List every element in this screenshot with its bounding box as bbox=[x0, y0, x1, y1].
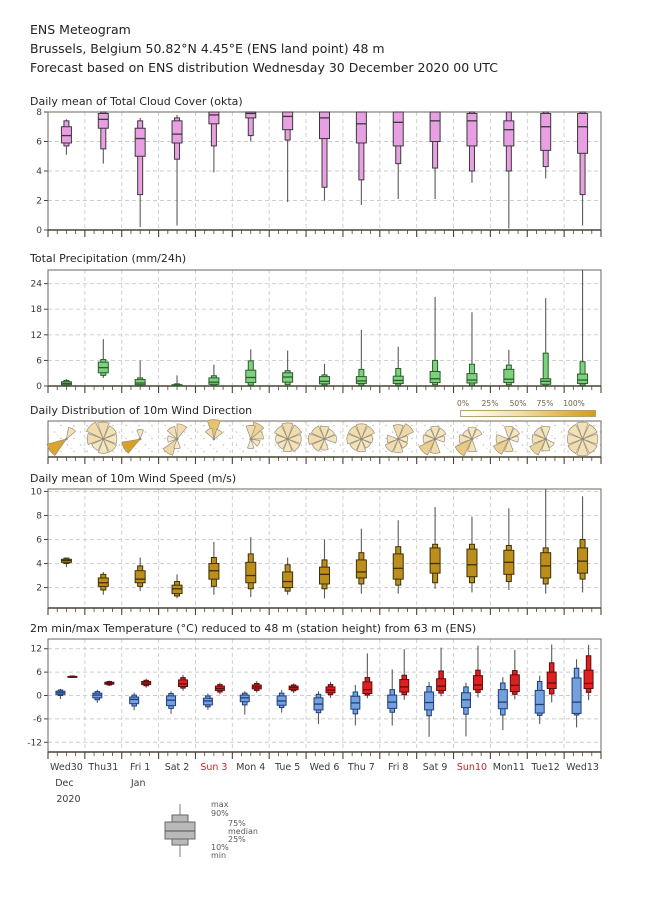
x-day-label: Mon 4 bbox=[236, 762, 266, 773]
precip-ytick-label: 6 bbox=[36, 356, 42, 367]
cloud-ytick-label: 2 bbox=[36, 196, 42, 207]
winddir-panel bbox=[47, 420, 601, 464]
windrose-legend-tick-100: 100% bbox=[563, 399, 585, 408]
boxlegend-max: max bbox=[211, 800, 229, 809]
x-day-label: Wed13 bbox=[566, 762, 599, 773]
x-day-label: Thu31 bbox=[88, 762, 119, 773]
temperature-ytick-label: 12 bbox=[30, 644, 42, 655]
page-location: Brussels, Belgium 50.82°N 4.45°E (ENS land point) 48 m bbox=[30, 41, 385, 56]
windrose-day-14 bbox=[567, 422, 597, 456]
x-day-label: Wed 6 bbox=[309, 762, 340, 773]
boxlegend-median: median bbox=[228, 827, 258, 836]
boxplot-legend-glyph bbox=[165, 804, 195, 857]
boxlegend-75: 75% bbox=[228, 819, 246, 828]
x-day-label: Tue12 bbox=[531, 762, 560, 773]
panel-title-precipitation: Total Precipitation (mm/24h) bbox=[30, 252, 187, 265]
cloud-ytick-label: 0 bbox=[36, 226, 42, 236]
temperature-ytick-label: 6 bbox=[36, 668, 42, 679]
temperature-panel bbox=[27, 639, 601, 759]
boxlegend-10: 10% bbox=[211, 843, 229, 852]
boxlegend-min: min bbox=[211, 851, 227, 860]
boxlegend-25: 25% bbox=[228, 835, 246, 844]
x-day-label: Thu 7 bbox=[347, 762, 375, 773]
x-day-label: Tue 5 bbox=[274, 762, 301, 773]
windrose-legend-tick-25: 25% bbox=[481, 399, 499, 408]
page-basetime: Forecast based on ENS distribution Wednesday 30 December 2020 00 UTC bbox=[30, 60, 498, 75]
cloud-panel bbox=[36, 108, 601, 237]
cloud-ytick-label: 8 bbox=[36, 108, 42, 118]
panel-title-cloud-cover: Daily mean of Total Cloud Cover (okta) bbox=[30, 95, 243, 108]
windspeed-ytick-label: 4 bbox=[36, 559, 42, 570]
x-day-label: Fri 8 bbox=[388, 762, 409, 773]
cloud-ytick-label: 4 bbox=[36, 167, 42, 177]
cloud-ytick-label: 6 bbox=[36, 137, 42, 148]
x-day-label: Sun 3 bbox=[200, 762, 228, 773]
windspeed-ytick-label: 6 bbox=[36, 535, 42, 546]
temperature-ytick-label: -12 bbox=[27, 738, 42, 749]
x-month-label: Dec bbox=[55, 778, 74, 789]
windrose-legend-tick-0: 0% bbox=[457, 399, 469, 408]
windspeed-panel bbox=[31, 487, 601, 615]
boxlegend-90: 90% bbox=[211, 809, 229, 818]
precip-ytick-label: 18 bbox=[30, 305, 42, 316]
windrose-legend-tick-75: 75% bbox=[536, 399, 554, 408]
x-day-label: Sat 2 bbox=[164, 762, 190, 773]
panel-title-temperature: 2m min/max Temperature (°C) reduced to 48 m (station height) from 63 m (ENS) bbox=[30, 622, 477, 635]
x-day-label: Wed30 bbox=[50, 762, 83, 773]
temperature-ytick-label: 0 bbox=[36, 691, 42, 702]
windspeed-ytick-label: 2 bbox=[36, 583, 42, 594]
x-day-label: Fri 1 bbox=[129, 762, 151, 773]
temperature-max-box-day-0 bbox=[68, 676, 77, 678]
precip-panel bbox=[31, 270, 601, 393]
precip-ytick-label: 0 bbox=[36, 382, 42, 392]
windrose-legend-tick-50: 50% bbox=[509, 399, 527, 408]
panel-title-wind-speed: Daily mean of 10m Wind Speed (m/s) bbox=[30, 472, 237, 485]
temperature-ytick-label: -6 bbox=[33, 714, 42, 725]
x-day-label: Sun10 bbox=[456, 762, 488, 773]
windspeed-ytick-label: 8 bbox=[36, 511, 42, 522]
page-title: ENS Meteogram bbox=[30, 22, 131, 37]
x-day-label: Mon11 bbox=[492, 762, 525, 773]
windspeed-ytick-label: 10 bbox=[30, 487, 42, 498]
x-year-label: 2020 bbox=[56, 794, 81, 805]
precip-ytick-label: 12 bbox=[30, 330, 42, 341]
x-day-label: Sat 9 bbox=[422, 762, 448, 773]
x-month-label: Jan bbox=[130, 778, 146, 789]
panel-title-wind-direction: Daily Distribution of 10m Wind Direction bbox=[30, 404, 253, 417]
x-axis-labels bbox=[50, 762, 599, 805]
precip-ytick-label: 24 bbox=[30, 279, 42, 290]
